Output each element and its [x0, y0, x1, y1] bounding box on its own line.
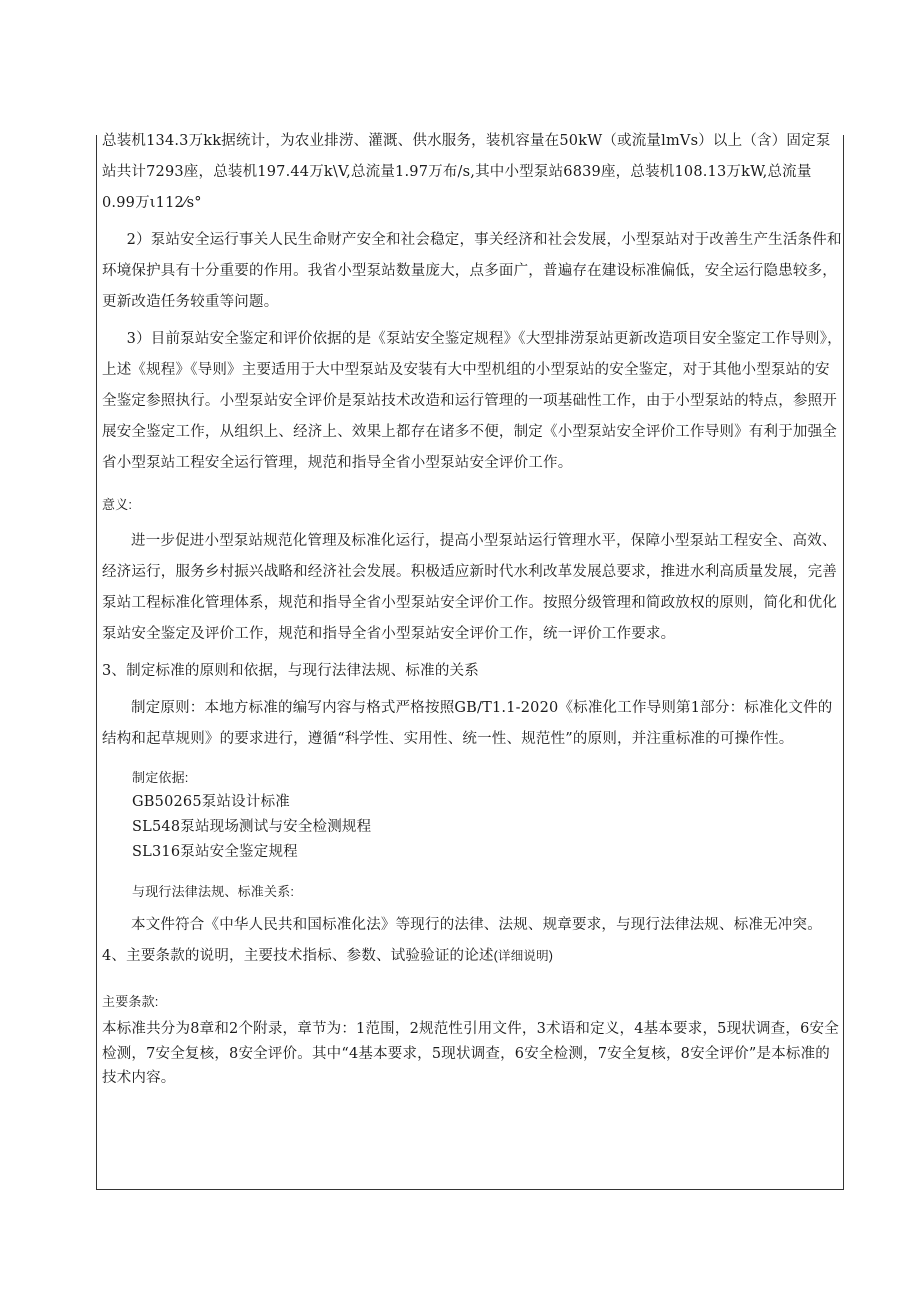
principle-paragraph: 制定原则：本地方标准的编写内容与格式严格按照GB/T1.1-2020《标准化工作导则第1部分：标准化文件的结构和起草规则》的要求进行，遵循“科学性、实用性、统一性、规范性”的原则，并注重标准的可操作性。 [102, 700, 833, 747]
meaning-paragraph: 进一步促进小型泵站规范化管理及标准化运行，提高小型泵站运行管理水平，保障小型泵站工程安全、高效、经济运行，服务乡村振兴战略和经济社会发展。积极适应新时代水利改革发展总要求，推进水利高质量发展，完善泵站工程标准化管理体系，规范和指导全省小型泵站安全评价工作。按照分级管理和简政放权的原则，简化和优化泵站安全鉴定及评价工作，规范和指导全省小型泵站安全评价工作，统一评价工作要求。 [102, 533, 837, 642]
paragraph-3: 3）目前泵站安全鉴定和评价依据的是《泵站安全鉴定规程》《大型排涝泵站更新改造项目安全鉴定工作导则》，上述《规程》《导则》主要适用于大中型泵站及安装有大中型机组的小型泵站的安全鉴定，对于其他小型泵站的安全鉴定参照执行。小型泵站安全评价是泵站技术改造和运行管理的一项基础性工作，由于小型泵站的特点，参照开展安全鉴定工作，从组织上、经济上、效果上都存在诸多不便，制定《小型泵站安全评价工作导则》有利于加强全省小型泵站工程安全运行管理，规范和指导全省小型泵站安全评价工作。 [102, 331, 842, 471]
document-body [102, 126, 842, 1091]
main-clauses-paragraph: 本标准共分为8章和2个附录，章节为：1范围，2规范性引用文件，3术语和定义，4基本要求，5现状调查，6安全检测，7安全复核，8安全评价。其中“4基本要求，5现状调查，6安全检测，7安全复核，8安全评价”是本标准的技术内容。 [102, 1021, 839, 1086]
relation-block [102, 879, 842, 904]
section-4-title: 4、主要条款的说明，主要技术指标、参数、试验验证的论述 [102, 948, 494, 964]
basis-item: SL548泵站现场测试与安全检测规程 [132, 819, 372, 835]
main-clauses-label: 主要条款: [102, 994, 159, 1009]
paragraph-2: 2）泵站安全运行事关人民生命财产安全和社会稳定，事关经济和社会发展，小型泵站对于改善生产生活条件和环境保护具有十分重要的作用。我省小型泵站数量庞大，点多面广，普遍存在建设标准偏低，安全运行隐患较多，更新改造任务较重等问题。 [102, 232, 842, 310]
section-3-heading: 3、制定标准的原则和依据，与现行法律法规、标准的关系 [102, 663, 479, 679]
relation-paragraph: 本文件符合《中华人民共和国标准化法》等现行的法律、法规、规章要求，与现行法律法规、标准无冲突。 [131, 917, 822, 933]
basis-item: GB50265泵站设计标准 [132, 794, 290, 810]
meaning-label: 意义: [102, 497, 133, 512]
relation-label: 与现行法律法规、标准关系: [132, 884, 295, 899]
intro-paragraph: 总装机134.3万kk据统计，为农业排涝、灌溉、供水服务，装机容量在50kW（或流量lmVs）以上（含）固定泵站共计7293座，总装机197.44万k\V,总流量1.97万布/s,其中小型泵站6839座，总装机108.13万kW,总流量0.99万ι112⁄s° [102, 133, 831, 211]
basis-label: 制定依据: [132, 770, 189, 785]
section-4-heading [102, 941, 842, 972]
basis-item: SL316泵站安全鉴定规程 [132, 844, 298, 860]
basis-list [102, 765, 842, 865]
section-4-note: (详细说明) [493, 949, 554, 963]
